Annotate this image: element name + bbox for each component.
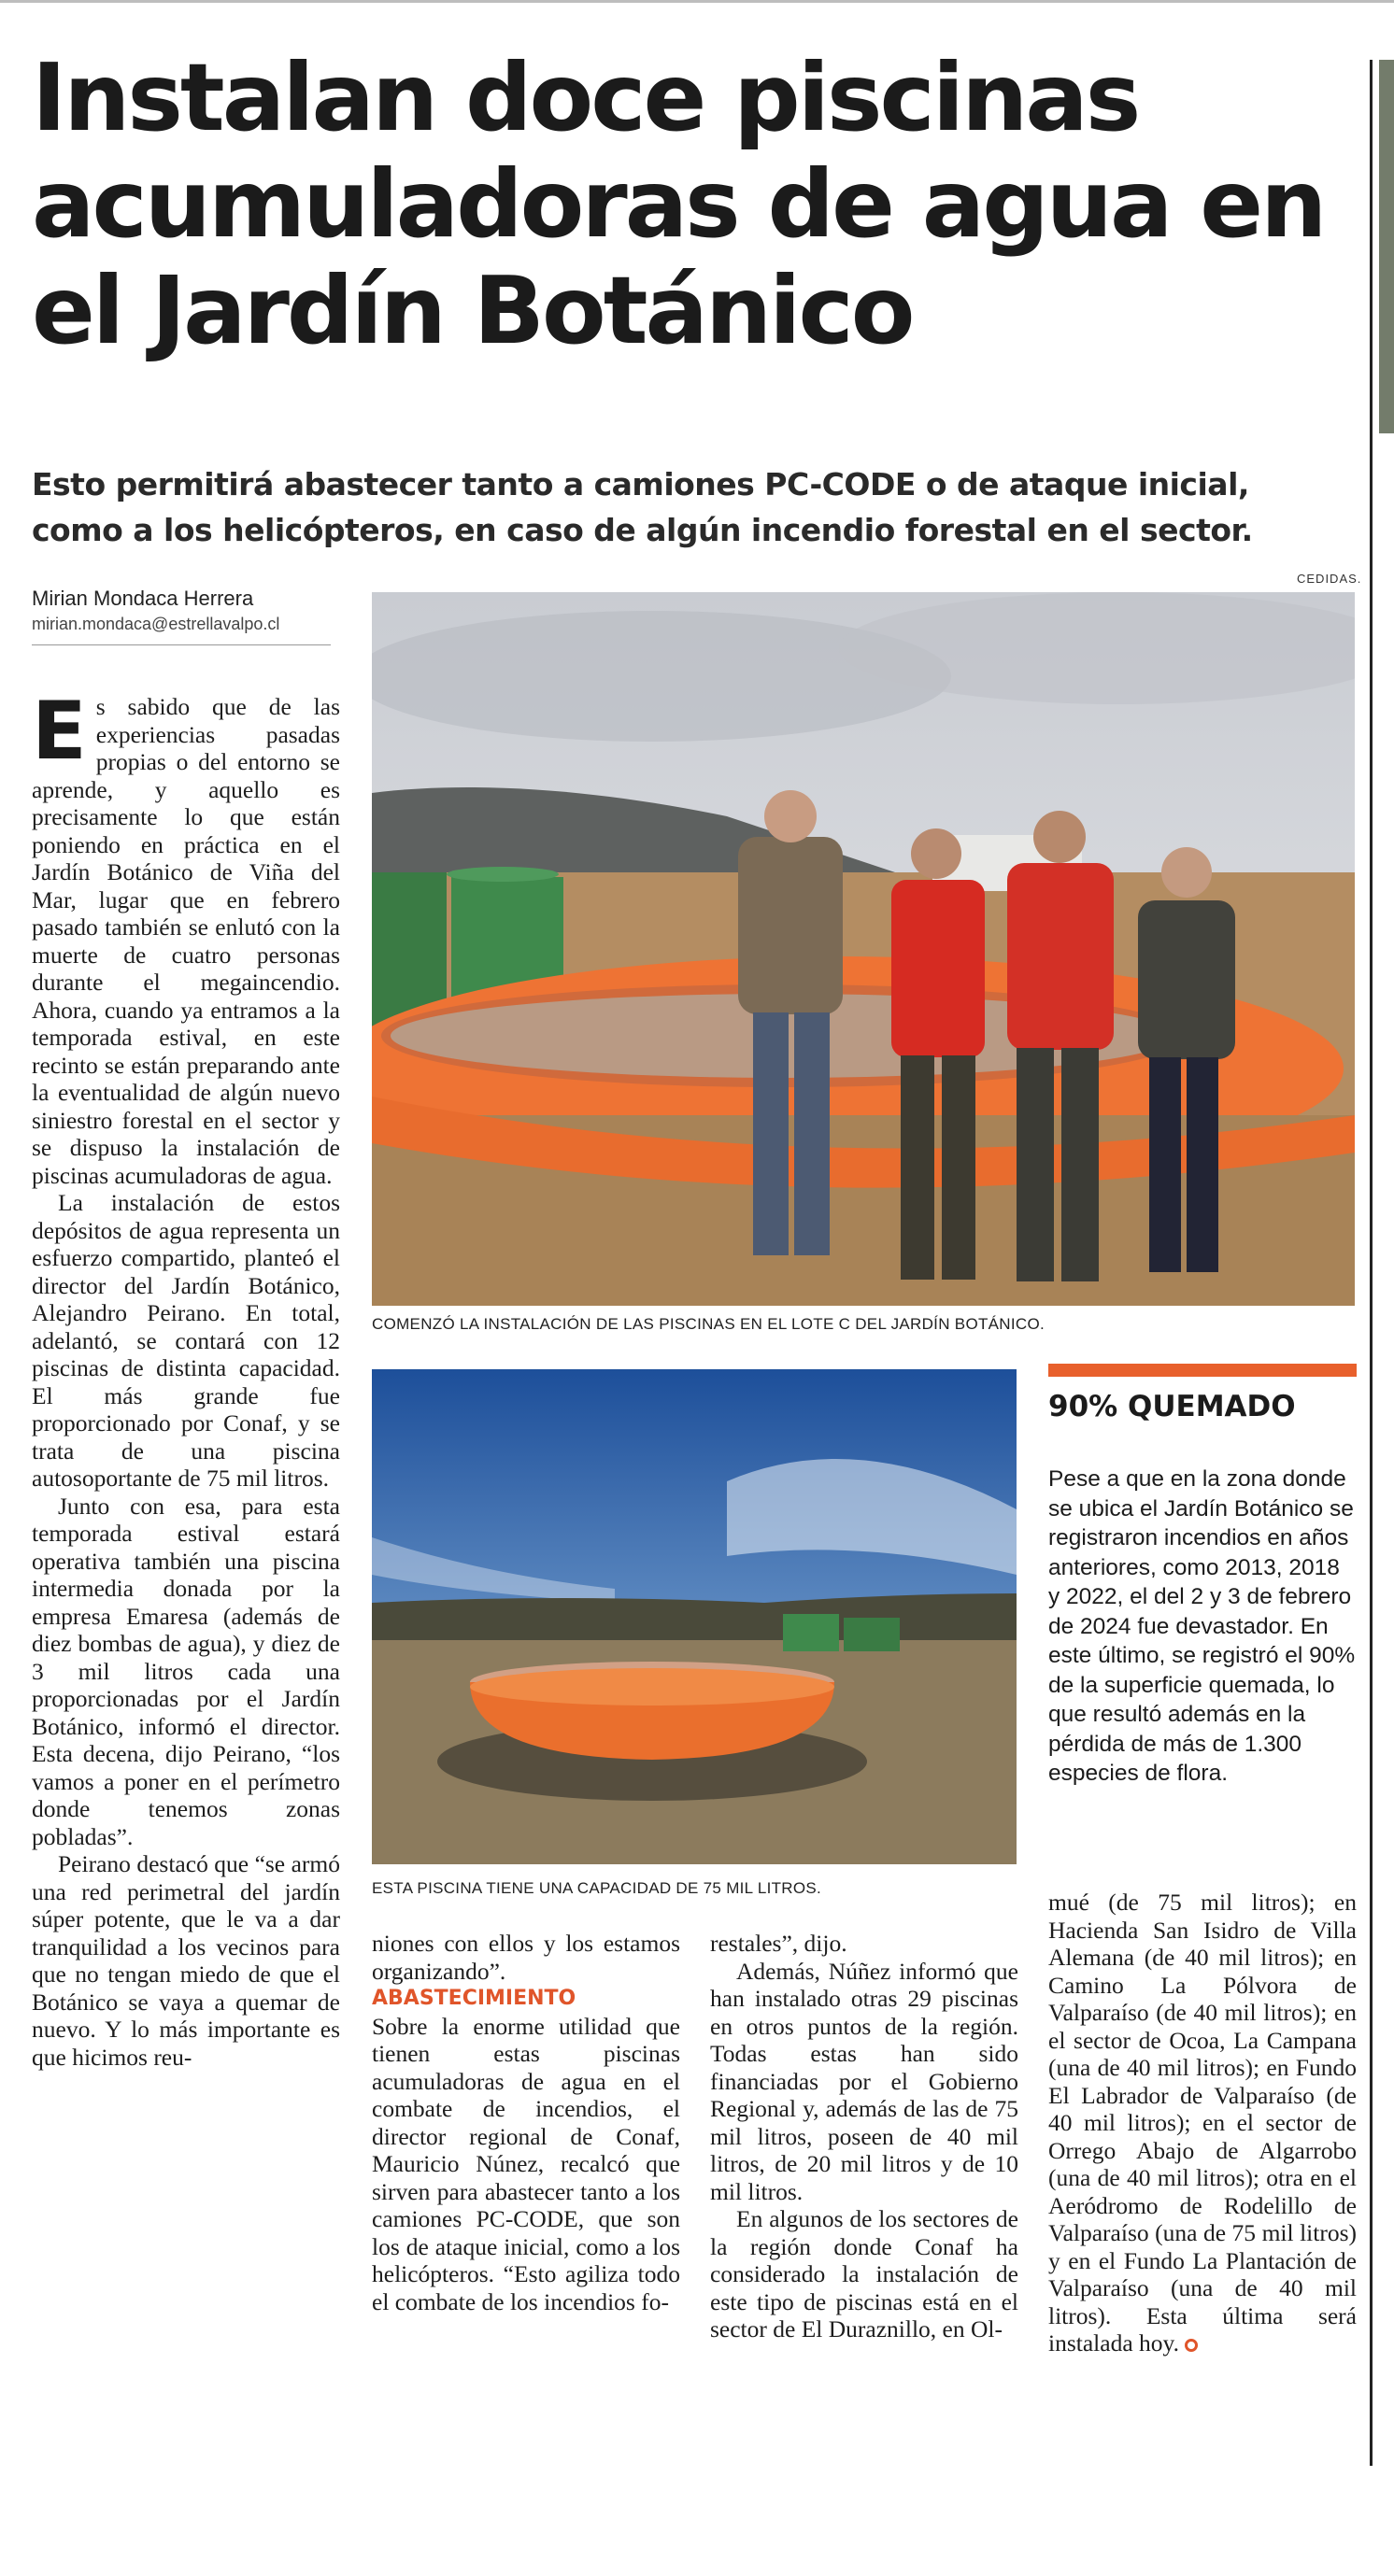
article-column-3 <box>710 1930 1018 2343</box>
drop-cap: E <box>32 685 87 778</box>
photo-caption-2: ESTA PISCINA TIENE UNA CAPACIDAD DE 75 MIL LITROS. <box>372 1879 822 1897</box>
paragraph: s sabido que de las experiencias pasadas propias o del entorno se aprende, y aquello es precisamente lo que están poniendo en práctica en el Jardín Botánico de Viña del Mar, lugar que en febrero pasado también se enlutó con la muerte de cuatro personas durante el megaincendio. Ahora, cuando ya entramos a la temporada estival, en este recinto se están preparando ante la eventualidad de algún nuevo siniestro forestal en el sector y se dispuso la instalación de piscinas acumuladoras de agua. <box>32 693 340 1189</box>
paragraph: Sobre la enorme utilidad que tienen estas piscinas acumuladoras de agua en el combate de incendios, el director regional de Conaf, Mauricio Núnez, recalcó que sirven para abastecer tanto a los camiones PC-CODE, que son los de ataque inicial, como a los helicópteros. “Esto agiliza todo el combate de los incendios fo- <box>372 2012 680 2315</box>
author-name: Mirian Mondaca Herrera <box>32 587 254 610</box>
article-column-1 <box>32 685 340 2071</box>
photo-autosupporting-pool <box>372 1369 1017 1864</box>
headline: Instalan doce piscinas acumuladoras de agua en el Jardín Botánico <box>32 43 1325 365</box>
paragraph: niones con ellos y los estamos organizando”. <box>372 1930 680 1985</box>
adjacent-article-sliver <box>1379 60 1394 2466</box>
column-divider <box>1370 60 1373 2466</box>
sidebar-paragraph: Pese a que en la zona donde se ubica el Jardín Botánico se registraron incendios en años anteriores, como 2013, 2018 y 2022, el del 2 y 3 de febrero de 2024 fue devastador. En este último, se registró el 90% de la superficie quemada, lo que resultó además en la pérdida de más de 1.300 especies de flora. <box>1048 1466 1356 1786</box>
paragraph: Además, Núñez informó que han instalado otras 29 piscinas en otros puntos de la región. Todas estas han sido financiadas por el Gobierno Regional y, además de las de 75 mil litros, poseen de 40 mil litros, de 20 mil litros y de 10 mil litros. <box>710 1957 1018 2205</box>
photo-credit: CEDIDAS. <box>1297 572 1362 586</box>
sidebar-text <box>1048 1465 1357 1789</box>
paragraph: Junto con esa, para esta temporada estival estará operativa también una piscina intermedia donada por la empresa Emaresa (además de diez bombas de agua), y diez de 3 mil litros cada una proporcionadas por el Jardín Botánico, informó el director. Esta decena, dijo Peirano, “los vamos a poner en el perímetro donde tenemos zonas pobladas”. <box>32 1492 340 1850</box>
author-rule <box>32 644 331 645</box>
paragraph: Peirano destacó que “se armó una red perimetral del jardín súper potente, que le va a dar tranquilidad a los vecinos para que no tengan miedo de que el Botánico se vaya a quemar de nuevo. Y lo más importante es que hicimos reu- <box>32 1850 340 2071</box>
paragraph: restales”, dijo. <box>710 1930 847 1957</box>
article-column-2 <box>372 1930 680 2315</box>
deck: Esto permitirá abastecer tanto a camiones PC-CODE o de ataque inicial, como a los helicópteros, en caso de algún incendio forestal en el sector. <box>32 466 1253 548</box>
photo-pool-team <box>372 592 1355 1306</box>
end-of-article-icon <box>1185 2339 1198 2352</box>
top-rule <box>0 0 1394 3</box>
paragraph: La instalación de estos depósitos de agua representa un esfuerzo compartido, planteó el director del Jardín Botánico, Alejandro Peirano. En total, adelantó, se contará con 12 piscinas de distinta capacidad. El más grande fue proporcionado por Conaf, y se trata de una piscina autosoportante de 75 mil litros. <box>32 1189 340 1492</box>
author-email[interactable]: mirian.mondaca@estrellavalpo.cl <box>32 615 280 633</box>
sidebar-title: 90% QUEMADO <box>1048 1390 1296 1423</box>
paragraph: En algunos de los sectores de la región donde Conaf ha considerado la instalación de este tipo de piscinas está en el sector de El Duraznillo, en Ol- <box>710 2205 1018 2342</box>
section-subhead: ABASTECIMIENTO <box>372 1987 576 2010</box>
article-column-4 <box>1048 1889 1357 2357</box>
paragraph: mué (de 75 mil litros); en Hacienda San Isidro de Villa Alemana (de 40 mil litros); en Camino La Pólvora de Valparaíso (de 40 mil litros); en el sector de Ocoa, La Campana (una de 40 mil litros); en Fundo El Labrador de Valparaíso (de 40 mil litros); en el sector de Orrego Abajo de Algarrobo (una de 40 mil litros); otra en el Aeródromo de Rodelillo de Valparaíso (una de 75 mil litros) y en el Fundo La Plantación de Valparaíso (una de 40 mil litros). Esta última será instalada hoy. <box>1048 1889 1357 2357</box>
sidebar-accent-bar <box>1048 1364 1357 1377</box>
photo-caption-1: COMENZÓ LA INSTALACIÓN DE LAS PISCINAS EN EL LOTE C DEL JARDÍN BOTÁNICO. <box>372 1315 1046 1333</box>
